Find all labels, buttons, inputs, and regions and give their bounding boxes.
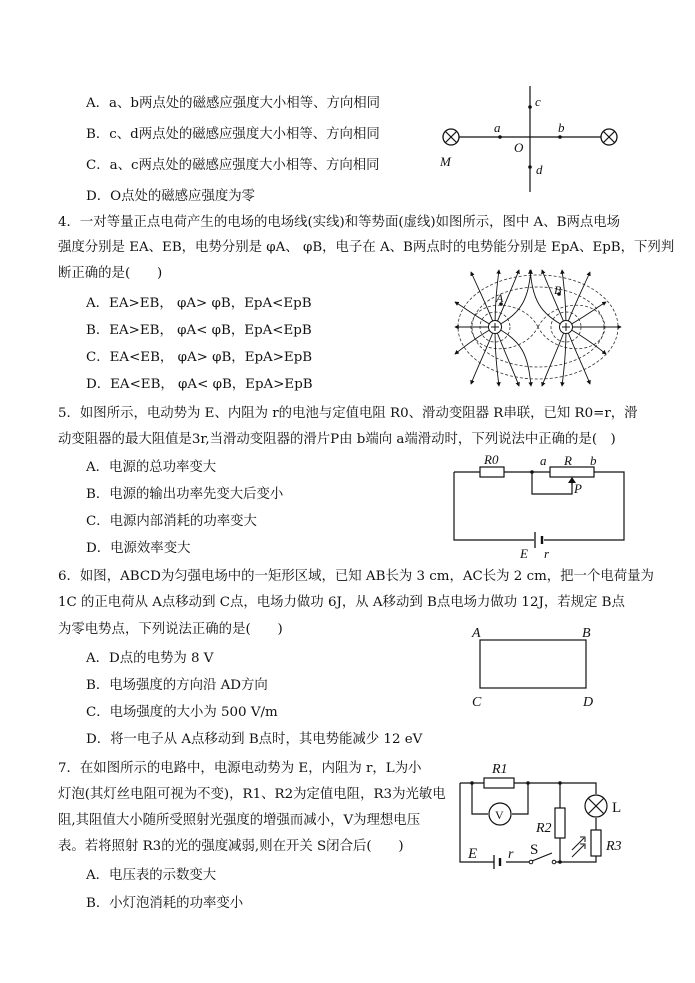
label-e: E xyxy=(468,846,478,862)
label-b: b xyxy=(590,453,597,468)
label-s: S xyxy=(530,842,539,858)
q7-option-a: A．电压表的示数变大 xyxy=(86,868,217,883)
label-r1: R1 xyxy=(492,762,508,777)
label-r2: R2 xyxy=(536,821,552,836)
resistor-r0 xyxy=(480,467,504,477)
resistor-r1 xyxy=(484,778,514,788)
q4-option-a: A．EA>EB， φA> φB，EpA<EpB xyxy=(86,296,312,311)
q5-circuit-figure xyxy=(450,452,630,562)
q3-option-c: C．a、c两点处的磁感应强度大小相等、方向相同 xyxy=(86,158,380,173)
q6-stem-line3: 为零电势点，下列说法正确的是( ) xyxy=(58,622,283,637)
charge-left xyxy=(489,321,502,334)
q3-option-a: A．a、b两点处的磁感应强度大小相等、方向相同 xyxy=(86,96,381,111)
charge-right xyxy=(560,321,573,334)
q7-option-b: B．小灯泡消耗的功率变小 xyxy=(86,896,244,911)
label-a: A xyxy=(472,626,481,641)
label-b: B xyxy=(582,626,591,641)
label-m: M xyxy=(440,154,451,169)
label-v: V xyxy=(495,808,504,822)
label-o: O xyxy=(514,140,524,155)
q3-option-b: B．c、d两点处的磁感应强度大小相等、方向相同 xyxy=(86,127,380,142)
q5-option-d: D．电源效率变大 xyxy=(86,541,191,556)
label-l: L xyxy=(612,800,622,816)
q6-option-c: C．电场强度的大小为 500 V/m xyxy=(86,705,278,720)
q4-stem-line2: 强度分别是 EA、EB，电势分别是 φA、 φB，电子在 A、B两点时的电势能分别是 EpA、EpB，下列判 xyxy=(58,240,675,255)
label-d: d xyxy=(536,162,543,177)
label-a: a xyxy=(494,120,501,135)
label-r-internal: r xyxy=(544,546,550,561)
q5-option-c: C．电源内部消耗的功率变大 xyxy=(86,514,257,529)
label-d: D xyxy=(583,695,594,710)
rheostat-r xyxy=(550,467,594,477)
label-b-point: B xyxy=(554,283,562,297)
q4-option-d: D．EA<EB， φA< φB，EpA>EpB xyxy=(86,377,313,392)
q4-stem-line3: 断正确的是( ) xyxy=(58,266,163,281)
lamp-symbol xyxy=(585,795,607,817)
label-c: C xyxy=(472,695,482,710)
q7-circuit-figure xyxy=(454,758,640,874)
label-b: b xyxy=(558,120,565,135)
resistor-r2 xyxy=(555,808,565,838)
label-e: E xyxy=(520,546,528,561)
label-r: R xyxy=(564,453,572,468)
q5-stem-line1: 5．如图所示，电动势为 E、内阻为 r的电池与定值电阻 R0、滑动变阻器 R串联，已知 R0=r，滑 xyxy=(58,406,638,421)
label-p: P xyxy=(574,481,582,496)
q4-option-c: C．EA<EB， φA> φB，EpA>EpB xyxy=(86,350,313,365)
photoresistor-r3 xyxy=(591,830,601,856)
label-r-internal: r xyxy=(508,847,514,862)
q7-stem-line4: 表。若将照射 R3的光的强度减弱,则在开关 S闭合后( ) xyxy=(58,839,404,854)
q5-option-b: B．电源的输出功率先变大后变小 xyxy=(86,487,284,502)
label-a-point: A xyxy=(496,291,504,305)
light-arrows-icon xyxy=(572,837,585,857)
label-c: c xyxy=(535,94,541,109)
q6-option-b: B．电场强度的方向沿 AD方向 xyxy=(86,678,268,693)
q3-option-d: D．O点处的磁感应强度为零 xyxy=(86,189,256,204)
q6-stem-line2: 1C 的正电荷从 A点移动到 C点，电场力做功 6J，从 A移动到 B点电场力做功 12J，若规定 B点 xyxy=(58,595,625,610)
battery-symbol xyxy=(494,855,500,869)
q7-stem-line1: 7．在如图所示的电路中，电源电动势为 E，内阻为 r，L为小 xyxy=(58,761,422,776)
q6-option-a: A．D点的电势为 8 V xyxy=(86,651,214,666)
q4-field-figure xyxy=(453,268,623,390)
label-a: a xyxy=(540,453,547,468)
q6-rectangle-figure xyxy=(468,622,608,712)
label-r3: R3 xyxy=(606,839,622,854)
q4-stem-line1: 4．一对等量正点电荷产生的电场的电场线(实线)和等势面(虚线)如图所示，图中 A、B两点电场 xyxy=(58,215,621,230)
q5-option-a: A．电源的总功率变大 xyxy=(86,460,217,475)
q7-stem-line3: 阻,其阻值大小随所受照射光强度的增强而减小，V为理想电压 xyxy=(58,813,421,828)
q4-option-b: B．EA>EB， φA< φB，EpA<EpB xyxy=(86,323,312,338)
battery-symbol xyxy=(535,532,542,548)
q5-stem-line2: 动变阻器的最大阻值是3r,当滑动变阻器的滑片P由 b端向 a端滑动时，下列说法中正确的是( ) xyxy=(58,432,616,447)
label-r0: R0 xyxy=(484,452,499,467)
q6-stem-line1: 6．如图，ABCD为匀强电场中的一矩形区域，已知 AB长为 3 cm，AC长为 2 cm，把一个电荷量为 xyxy=(58,569,654,584)
wire-n-symbol xyxy=(601,129,617,145)
q3-wire-figure xyxy=(438,84,628,196)
q6-option-d: D．将一电子从 A点移动到 B点时，其电势能减少 12 eV xyxy=(86,732,423,747)
q7-stem-line2: 灯泡(其灯丝电阻可视为不变)，R1、R2为定值电阻，R3为光敏电 xyxy=(58,787,446,802)
wire-m-symbol xyxy=(443,129,459,145)
